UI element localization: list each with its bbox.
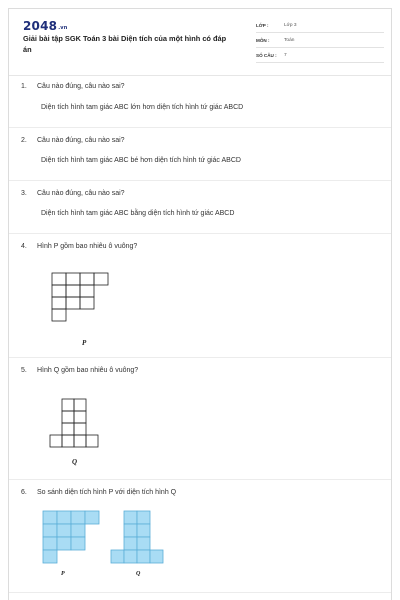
grid-cell	[52, 285, 66, 297]
question-text: So sánh diện tích hình P với diện tích hình Q	[37, 489, 177, 496]
shaded-cell	[124, 511, 137, 524]
shaded-cell	[43, 524, 57, 537]
shaded-cell	[57, 537, 71, 550]
meta-value: Toán	[284, 37, 295, 43]
shaded-cell	[137, 550, 150, 563]
shaded-cell	[57, 524, 71, 537]
question-separator	[9, 127, 391, 128]
question-separator	[9, 233, 391, 234]
worksheet-header	[9, 9, 391, 73]
logo-tld: .vn	[58, 25, 68, 31]
question-separator	[9, 180, 391, 181]
meta-label: SỐ CÂU :	[256, 52, 277, 58]
question-1-statement: Diện tích hình tam giác ABC lớn hơn diện tích hình tứ giác ABCD	[41, 104, 244, 111]
shaded-cell	[43, 550, 57, 563]
question-5	[21, 367, 138, 374]
grid-cell	[80, 273, 94, 285]
grid-cell	[66, 285, 80, 297]
figure-p-shaded	[43, 511, 103, 567]
figure-p-shaded-label: P	[61, 571, 65, 577]
grid-cell	[86, 435, 98, 447]
grid-cell	[80, 285, 94, 297]
meta-value: Lớp 3	[284, 22, 297, 28]
question-separator	[9, 357, 391, 358]
question-number: 1.	[21, 83, 27, 90]
grid-cell	[80, 297, 94, 309]
grid-cell	[74, 399, 86, 411]
grid-cell	[74, 423, 86, 435]
shaded-cell	[85, 511, 99, 524]
figure-q-label: Q	[72, 458, 78, 466]
question-1	[21, 83, 125, 90]
question-3-statement: Diện tích hình tam giác ABC bằng diện tích hình tứ giác ABCD	[41, 210, 235, 217]
meta-value: 7	[284, 52, 287, 58]
question-2-statement: Diện tích hình tam giác ABC bé hơn diện tích hình tứ giác ABCD	[41, 157, 241, 164]
worksheet-meta	[256, 18, 384, 63]
question-3	[21, 190, 125, 197]
shaded-cell	[71, 524, 85, 537]
grid-cell	[74, 435, 86, 447]
grid-cell	[62, 411, 74, 423]
meta-row-subject	[256, 33, 384, 48]
shaded-cell	[124, 524, 137, 537]
question-number: 5.	[21, 367, 27, 374]
header-divider	[9, 75, 391, 76]
shaded-cell	[150, 550, 163, 563]
shaded-cell	[111, 550, 124, 563]
grid-cell	[52, 297, 66, 309]
question-number: 4.	[21, 243, 27, 250]
logo-text: 2048	[23, 19, 58, 33]
figure-q-shaded	[111, 511, 171, 567]
meta-row-grade	[256, 18, 384, 33]
question-number: 3.	[21, 190, 27, 197]
question-text: Câu nào đúng, câu nào sai?	[37, 137, 125, 144]
worksheet-sheet	[8, 8, 392, 600]
grid-cell	[62, 423, 74, 435]
grid-cell	[66, 273, 80, 285]
question-4	[21, 243, 137, 250]
shaded-cell	[43, 537, 57, 550]
shaded-cell	[71, 511, 85, 524]
shaded-cell	[57, 511, 71, 524]
grid-cell	[94, 273, 108, 285]
meta-label: MÔN :	[256, 37, 270, 43]
figure-p-label: P	[82, 339, 87, 347]
shaded-cell	[43, 511, 57, 524]
question-separator	[9, 592, 391, 593]
grid-cell	[52, 309, 66, 321]
grid-cell	[62, 435, 74, 447]
meta-row-count	[256, 48, 384, 63]
question-number: 6.	[21, 489, 27, 496]
question-text: Câu nào đúng, câu nào sai?	[37, 83, 125, 90]
figure-q-shaded-label: Q	[136, 571, 141, 577]
question-separator	[9, 479, 391, 480]
question-text: Hình Q gồm bao nhiêu ô vuông?	[37, 367, 139, 374]
shaded-cell	[137, 537, 150, 550]
question-number: 2.	[21, 137, 27, 144]
question-2	[21, 137, 125, 144]
meta-label: LỚP :	[256, 22, 269, 28]
site-logo[interactable]	[23, 19, 68, 33]
grid-cell	[52, 273, 66, 285]
figure-p-grid	[52, 273, 112, 337]
shaded-cell	[137, 524, 150, 537]
shaded-cell	[124, 550, 137, 563]
question-text: Hình P gồm bao nhiêu ô vuông?	[37, 243, 138, 250]
shaded-cell	[71, 537, 85, 550]
question-6	[21, 489, 176, 496]
grid-cell	[50, 435, 62, 447]
grid-cell	[66, 297, 80, 309]
shaded-cell	[137, 511, 150, 524]
worksheet-title: Giải bài tập SGK Toán 3 bài Diện tích của một hình có đáp án	[23, 34, 227, 54]
figure-q-grid	[50, 399, 110, 455]
question-text: Câu nào đúng, câu nào sai?	[37, 190, 125, 197]
shaded-cell	[124, 537, 137, 550]
grid-cell	[74, 411, 86, 423]
grid-cell	[62, 399, 74, 411]
